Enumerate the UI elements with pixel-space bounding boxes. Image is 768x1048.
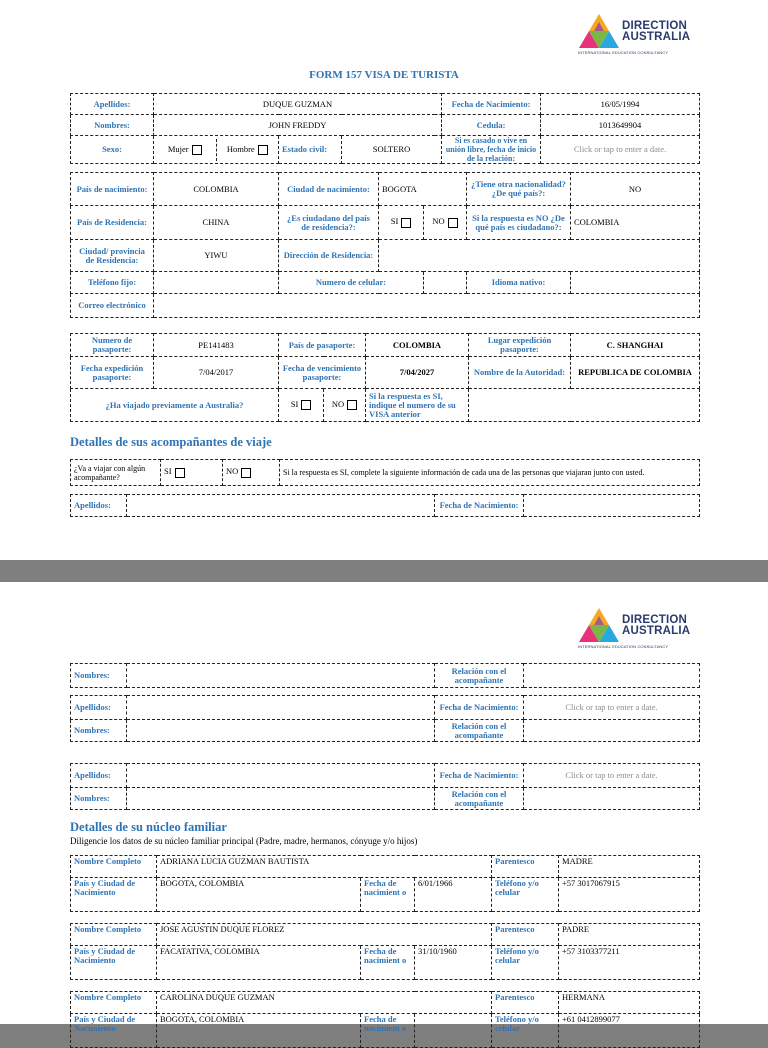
otra-nacionalidad-field[interactable]: NO <box>571 173 700 206</box>
numero-pasaporte-label: Numero de pasaporte: <box>71 334 154 357</box>
family-lugar-field[interactable]: BOGOTA, COLOMBIA <box>157 878 361 912</box>
telefono-fijo-label: Teléfono fijo: <box>71 272 154 294</box>
companion-apellidos-label: Apellidos: <box>71 696 127 720</box>
triangle-logo-icon <box>578 608 620 646</box>
family-nombre-field[interactable]: JOSE AGUSTIN DUQUE FLOREZ <box>157 924 492 946</box>
mujer-label: Mujer <box>167 144 189 154</box>
companion-relacion-label: Relación con el acompañante <box>435 788 524 810</box>
companion-relacion-label: Relación con el acompañante <box>435 720 524 742</box>
pais-ciudad-label: País y Ciudad de Nacimiento <box>71 946 157 980</box>
ciudad-residencia-field[interactable]: YIWU <box>154 240 279 272</box>
no-label: NO <box>432 216 445 227</box>
correo-field[interactable] <box>154 294 700 318</box>
no-label: NO <box>226 466 239 477</box>
companion-fecha-field[interactable] <box>524 495 700 517</box>
pais-residencia-field[interactable]: CHINA <box>154 206 279 240</box>
companion-fecha-datepicker[interactable]: Click or tap to enter a date. <box>524 696 700 720</box>
fecha-vencimiento-field[interactable]: 7/04/2027 <box>366 357 469 389</box>
passport-info-table <box>70 333 700 422</box>
nombres-label: Nombres: <box>71 115 154 136</box>
pais-pasaporte-label: País de pasaporte: <box>279 334 366 357</box>
telefono-label: Teléfono y/o celular <box>492 946 559 980</box>
lugar-expedicion-field[interactable]: C. SHANGHAI <box>571 334 700 357</box>
cedula-field[interactable]: 1013649904 <box>541 115 700 136</box>
acompanante-instruction: Si la respuesta es SI, complete la siguiente información de cada una de las personas que viajaran junto con usted. <box>280 460 700 486</box>
family-member-1-table <box>70 855 700 912</box>
fecha-nacimiento-label: Fecha de nacimient o <box>361 878 415 912</box>
logo-tagline: INTERNATIONAL EDUCATION CONSULTANCY <box>578 644 669 649</box>
form-title: FORM 157 VISA DE TURISTA <box>309 69 459 81</box>
ciudad-nacimiento-field[interactable]: BOGOTA <box>379 173 467 206</box>
pais-residencia-label: País de Residencia: <box>71 206 154 240</box>
companion-apellidos-label: Apellidos: <box>71 495 127 517</box>
companion-nombres-field[interactable] <box>127 664 435 688</box>
family-fecha-field[interactable]: 31/10/1960 <box>415 946 492 980</box>
acompanante-si-option <box>161 460 223 486</box>
no-label: NO <box>331 398 345 409</box>
family-parentesco-field[interactable]: MADRE <box>559 856 700 878</box>
companion-3-table <box>70 763 700 810</box>
pais-ciudad-label: País y Ciudad de Nacimiento <box>71 878 157 912</box>
cedula-label: Cedula: <box>442 115 541 136</box>
family-member-3-table <box>70 991 700 1048</box>
family-fecha-field[interactable]: 6/01/1966 <box>415 878 492 912</box>
companion-nombres-label: Nombres: <box>71 664 127 688</box>
ciudadano-si-option <box>379 206 424 240</box>
fecha-nacimiento-label: Fecha de nacimient o <box>361 946 415 980</box>
companions-heading: Detalles de sus acompañantes de viaje <box>70 435 272 449</box>
idioma-label: Idioma nativo: <box>467 272 571 294</box>
apellidos-label: Apellidos: <box>71 94 154 115</box>
family-telefono-field[interactable]: +61 0412899077 <box>559 1014 700 1048</box>
si-label: SI <box>390 216 399 227</box>
ciudadano-residencia-label: ¿Es ciudadano del país de residencia?: <box>279 206 379 240</box>
fecha-expedicion-field[interactable]: 7/04/2017 <box>154 357 279 389</box>
ciudad-residencia-label: Ciudad/ provincia de Residencia: <box>71 240 154 272</box>
viajado-australia-label: ¿Ha viajado previamente a Australia? <box>71 389 279 422</box>
numero-pasaporte-field[interactable]: PE141483 <box>154 334 279 357</box>
companion-nombres-field[interactable] <box>127 720 435 742</box>
autoridad-label: Nombre de la Autoridad: <box>469 357 571 389</box>
ciudadano-no-option <box>424 206 467 240</box>
acompanante-no-checkbox[interactable] <box>241 468 251 478</box>
direction-australia-logo <box>578 12 696 60</box>
fecha-expedicion-label: Fecha expedición pasaporte: <box>71 357 154 389</box>
companion-fecha-label: Fecha de Nacimiento: <box>435 495 524 517</box>
mujer-checkbox[interactable] <box>192 145 202 155</box>
visa-anterior-field[interactable] <box>469 389 700 422</box>
estado-civil-field[interactable]: SOLTERO <box>342 136 442 164</box>
telefono-fijo-field[interactable] <box>154 272 279 294</box>
companion-1-nombres-table <box>70 663 700 688</box>
family-member-2-table <box>70 923 700 980</box>
family-nombre-field[interactable]: CAROLINA DUQUE GUZMAN <box>157 992 492 1014</box>
triangle-logo-icon <box>578 14 620 52</box>
family-fecha-field[interactable] <box>415 1014 492 1048</box>
logo-line1: DIRECTION <box>622 614 688 626</box>
logo-line2: AUSTRALIA <box>622 625 691 637</box>
autoridad-field[interactable]: REPUBLICA DE COLOMBIA <box>571 357 700 389</box>
idioma-field[interactable] <box>571 272 700 294</box>
si-label: SI <box>164 466 172 477</box>
viajado-si-checkbox[interactable] <box>301 400 311 410</box>
fecha-nacimiento-label: Fecha de Nacimiento: <box>442 94 541 115</box>
companion-apellidos-field[interactable] <box>127 764 435 788</box>
family-lugar-field[interactable]: BOGOTA, COLOMBIA <box>157 1014 361 1048</box>
pais-ciudad-label: País y Ciudad de Nacimiento <box>71 1014 157 1048</box>
companion-apellidos-label: Apellidos: <box>71 764 127 788</box>
family-heading: Detalles de su núcleo familiar <box>70 820 227 834</box>
family-telefono-field[interactable]: +57 3017067915 <box>559 878 700 912</box>
otra-nacionalidad-label: ¿Tiene otra nacionalidad? ¿De qué país?: <box>467 173 571 206</box>
celular-label: Numero de celular: <box>279 272 424 294</box>
logo-tagline: INTERNATIONAL EDUCATION CONSULTANCY <box>578 50 669 55</box>
nombre-completo-label: Nombre Completo <box>71 992 157 1014</box>
document-page-2 <box>0 582 768 1033</box>
companion-nombres-field[interactable] <box>127 788 435 810</box>
ciudad-nacimiento-label: Ciudad de nacimiento: <box>279 173 379 206</box>
family-parentesco-field[interactable]: HERMANA <box>559 992 700 1014</box>
fecha-vencimiento-label: Fecha de vencimiento pasaporte: <box>279 357 366 389</box>
viajado-si-option <box>279 389 324 422</box>
companion-fecha-label: Fecha de Nacimiento: <box>435 696 524 720</box>
nombre-completo-label: Nombre Completo <box>71 924 157 946</box>
family-nombre-field[interactable]: ADRIANA LUCIA GUZMAN BAUTISTA <box>157 856 492 878</box>
hombre-checkbox[interactable] <box>258 145 268 155</box>
direccion-label: Dirección de Residencia: <box>279 240 379 272</box>
pais-pasaporte-field[interactable]: COLOMBIA <box>366 334 469 357</box>
pais-nacimiento-field[interactable]: COLOMBIA <box>154 173 279 206</box>
direction-australia-logo <box>578 606 696 654</box>
direccion-field[interactable] <box>379 240 700 272</box>
companion-nombres-label: Nombres: <box>71 788 127 810</box>
telefono-label: Teléfono y/o celular <box>492 1014 559 1048</box>
sexo-label: Sexo: <box>71 136 154 164</box>
companion-apellidos-field[interactable] <box>127 495 435 517</box>
correo-label: Correo electrónico <box>71 294 154 318</box>
visa-anterior-label: Si la respuesta es SI, indique el numero de su VISA anterior <box>366 389 469 422</box>
fecha-nacimiento-label: Fecha de nacimient o <box>361 1014 415 1048</box>
companion-relacion-field[interactable] <box>524 664 700 688</box>
celular-field[interactable] <box>424 272 467 294</box>
ciudadano-si-checkbox[interactable] <box>401 218 411 228</box>
personal-info-table <box>70 93 700 164</box>
residence-info-table <box>70 172 700 318</box>
parentesco-label: Parentesco <box>492 992 559 1014</box>
companion-2-table <box>70 695 700 742</box>
lugar-expedicion-label: Lugar expedición pasaporte: <box>469 334 571 357</box>
companion-apellidos-field[interactable] <box>127 696 435 720</box>
ciudadano-no-checkbox[interactable] <box>448 218 458 228</box>
companion-question-table <box>70 459 700 486</box>
companion-nombres-label: Nombres: <box>71 720 127 742</box>
viajado-no-checkbox[interactable] <box>347 400 357 410</box>
companion-relacion-label: Relación con el acompañante <box>435 664 524 688</box>
family-lugar-field[interactable]: FACATATIVA, COLOMBIA <box>157 946 361 980</box>
ciudadano-de-field[interactable]: COLOMBIA <box>571 206 700 240</box>
parentesco-label: Parentesco <box>492 924 559 946</box>
respuesta-no-label: Si la respuesta es NO ¿De qué país es ciudadano?: <box>467 206 571 240</box>
apellidos-field[interactable]: DUQUE GUZMAN <box>154 94 442 115</box>
estado-civil-label: Estado civil: <box>279 136 342 164</box>
pais-nacimiento-label: País de nacimiento: <box>71 173 154 206</box>
nombre-completo-label: Nombre Completo <box>71 856 157 878</box>
sexo-options <box>154 136 279 164</box>
union-libre-label: Si es casado o vive en unión libre, fecha de inicio de la relación: <box>442 136 541 164</box>
acompanante-question: ¿Va a viajar con algún acompañante? <box>71 460 161 486</box>
companion-fecha-datepicker[interactable]: Click or tap to enter a date. <box>524 764 700 788</box>
family-parentesco-field[interactable]: PADRE <box>559 924 700 946</box>
family-subtitle: Diligencie los datos de su núcleo familiar principal (Padre, madre, hermanos, cónyuge y/o hijos) <box>70 836 418 846</box>
companion-1-apellidos-table <box>70 494 700 517</box>
family-telefono-field[interactable]: +57 3103377211 <box>559 946 700 980</box>
fecha-nacimiento-field[interactable]: 16/05/1994 <box>541 94 700 115</box>
telefono-label: Teléfono y/o celular <box>492 878 559 912</box>
fecha-relacion-datepicker[interactable]: Click or tap to enter a date. <box>541 136 700 164</box>
acompanante-si-checkbox[interactable] <box>175 468 185 478</box>
si-label: SI <box>290 398 299 409</box>
viajado-no-option <box>324 389 366 422</box>
nombres-field[interactable]: JOHN FREDDY <box>154 115 442 136</box>
companion-fecha-label: Fecha de Nacimiento: <box>435 764 524 788</box>
companion-relacion-field[interactable] <box>524 788 700 810</box>
logo-line2: AUSTRALIA <box>622 31 691 43</box>
parentesco-label: Parentesco <box>492 856 559 878</box>
acompanante-no-option <box>223 460 280 486</box>
logo-line1: DIRECTION <box>622 20 688 32</box>
hombre-label: Hombre <box>226 144 255 154</box>
companion-relacion-field[interactable] <box>524 720 700 742</box>
